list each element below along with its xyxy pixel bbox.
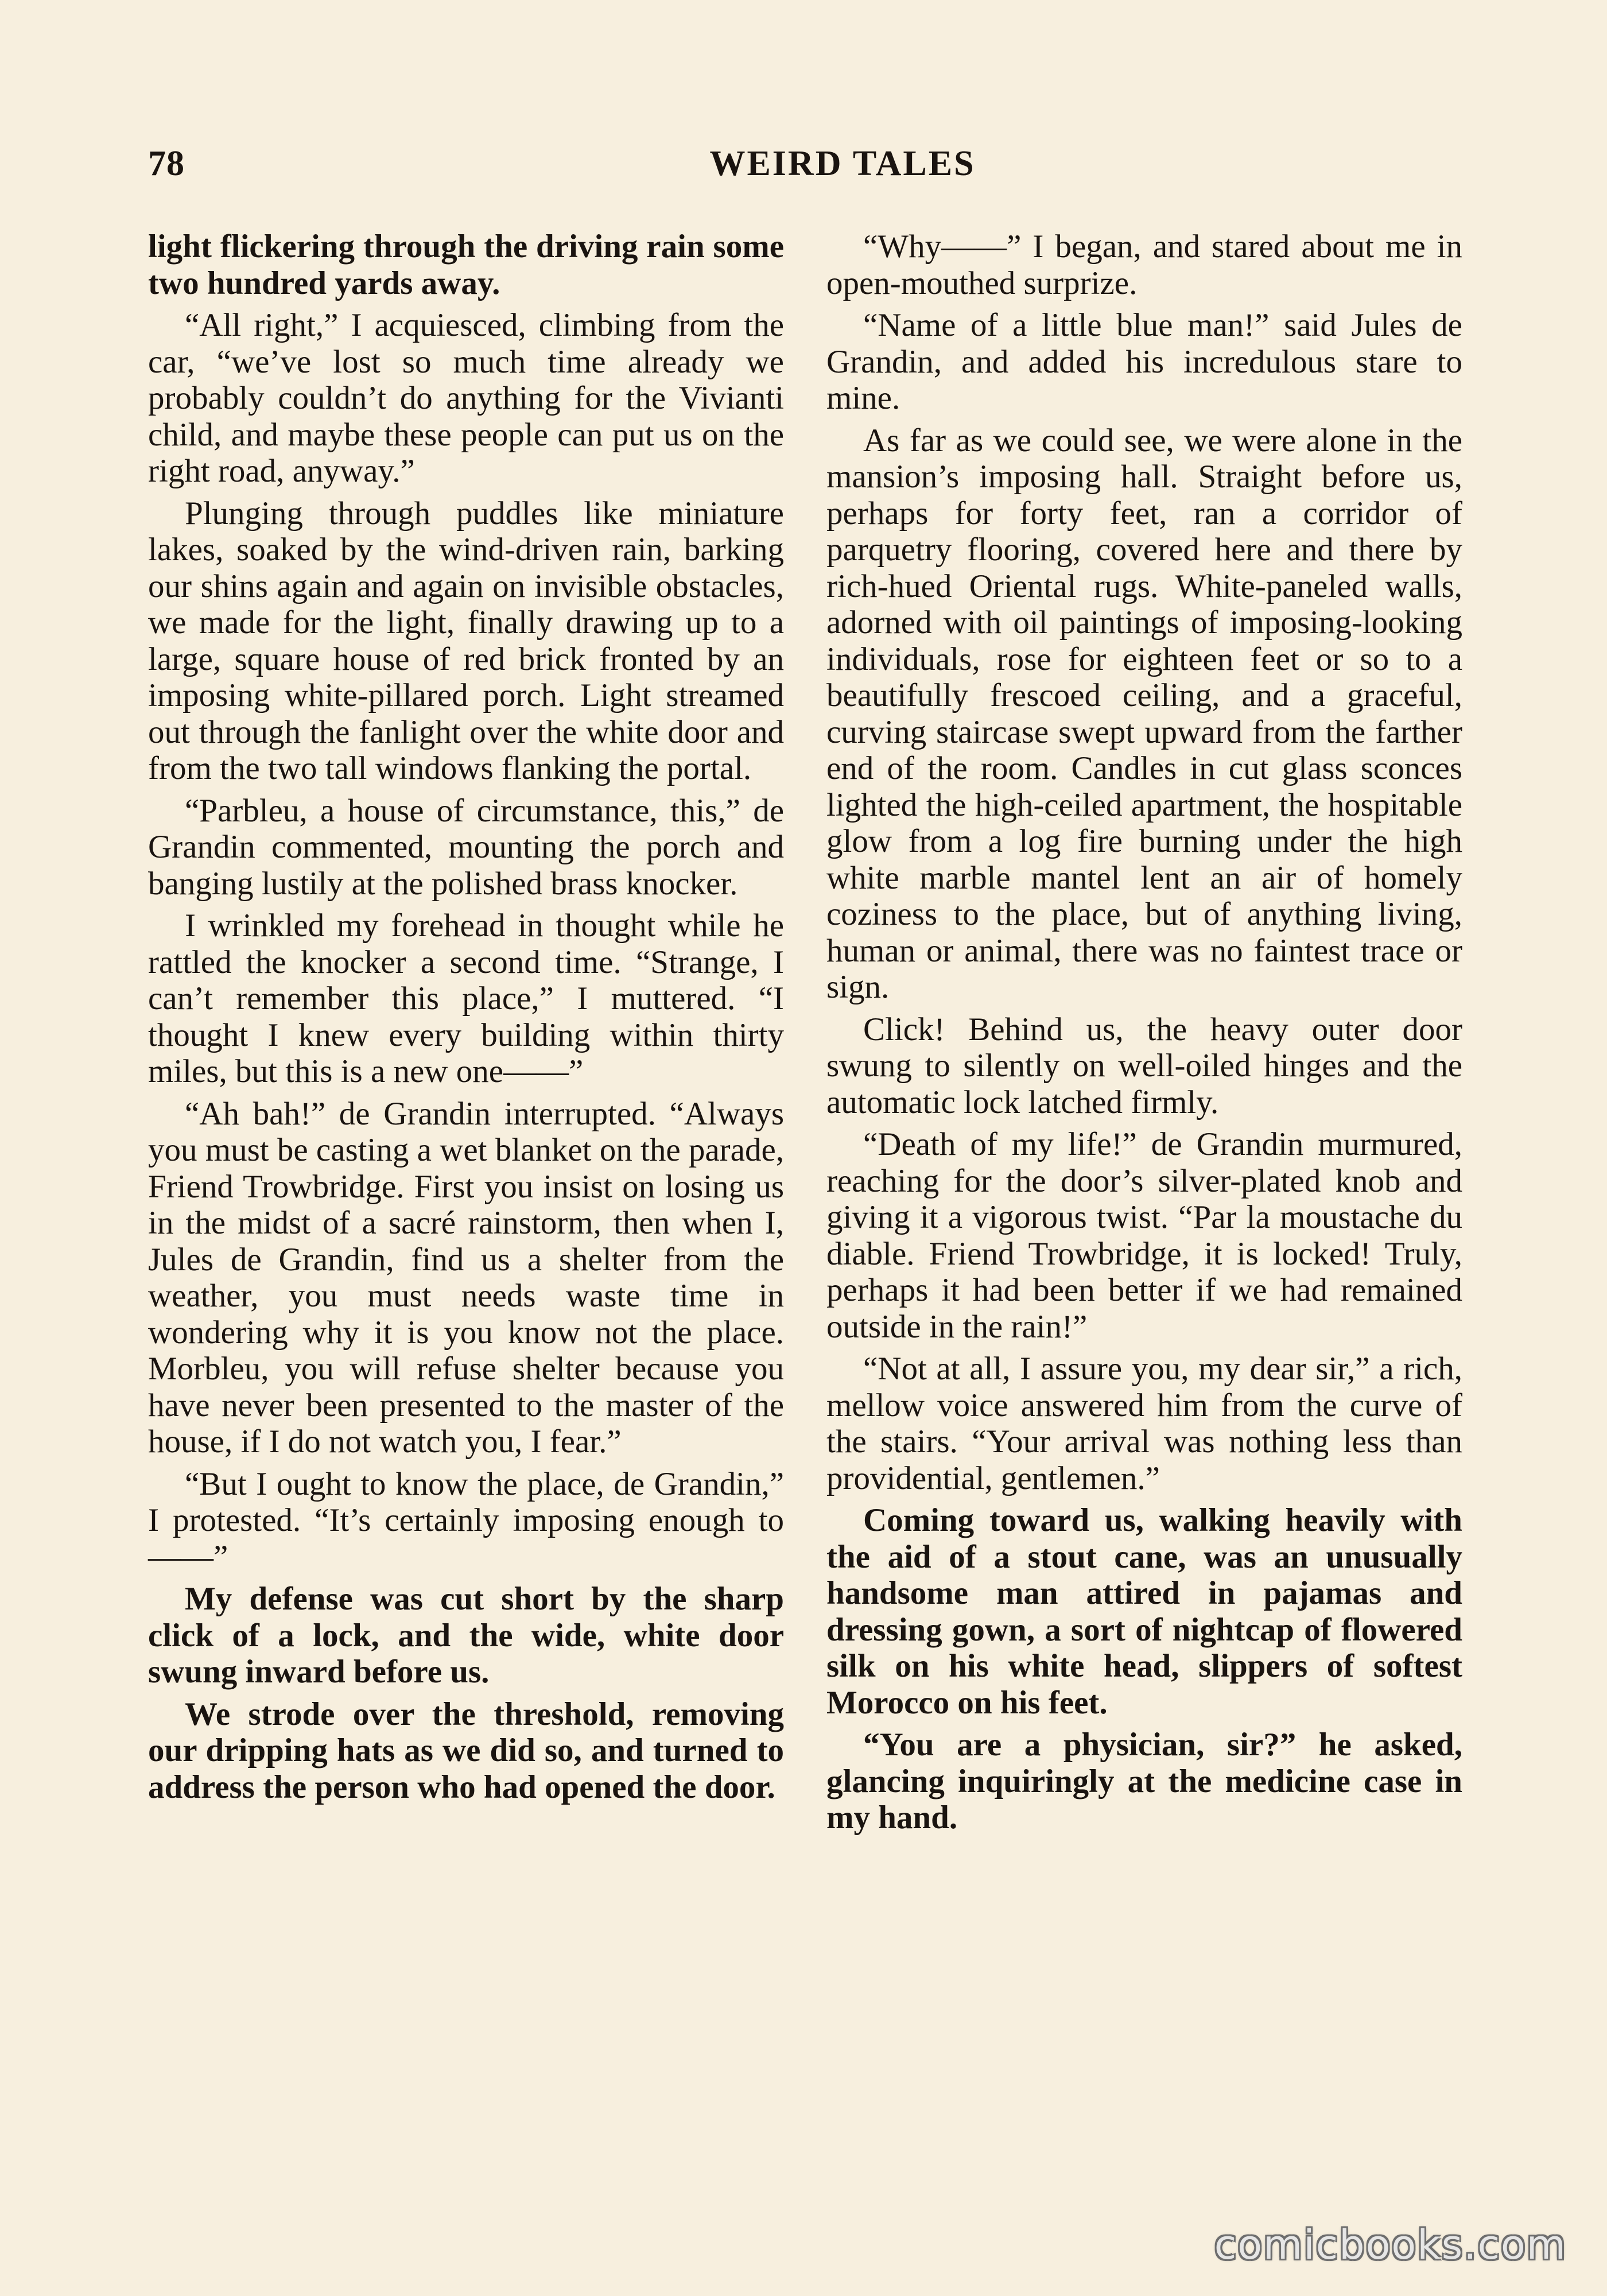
page-number: 78 [148,144,185,183]
paragraph: Click! Behind us, the heavy outer door swung to silently on well-oiled hinges and the automatic lock latched firmly. [826,1011,1462,1120]
paragraph: Plunging through puddles like miniature lakes, soaked by the wind-driven rain, barking our shins again and again on invisible obstacles, we made for the light, finally drawing up to a large, square house of red brick fronted by an imposing white-pillared porch. Light streamed out through the fanlight over the white door and from the two tall windows flanking the portal. [148,495,784,786]
paragraph: “But I ought to know the place, de Grandin,” I protested. “It’s certainly imposing enough to——” [148,1465,784,1575]
paragraph: Coming toward us, walking heavily with the aid of a stout cane, was an unusually handsome man attired in pajamas and dressing gown, a sort of nightcap of flowered silk on his white head, slippers of softest Morocco on his feet. [826,1502,1462,1721]
right-column [826,228,1462,1842]
watermark-logo: comicbooks.com [1214,2221,1567,2268]
page-header [148,144,1537,189]
paragraph: “Not at all, I assure you, my dear sir,” a rich, mellow voice answered him from the curve of the stairs. “Your arrival was nothing less than providential, gentlemen.” [826,1351,1462,1496]
paragraph: “You are a physician, sir?” he asked, glancing inquiringly at the medicine case in my hand. [826,1727,1462,1836]
paragraph: “Why——” I began, and stared about me in open-mouthed surprize. [826,228,1462,301]
paragraph: “Name of a little blue man!” said Jules de Grandin, and added his incredulous stare to mine. [826,307,1462,416]
running-title: WEIRD TALES [709,144,976,183]
paragraph: My defense was cut short by the sharp click of a lock, and the wide, white door swung inward before us. [148,1581,784,1690]
paragraph: “Ah bah!” de Grandin interrupted. “Always you must be casting a wet blanket on the parade, Friend Trowbridge. First you insist on losing us in the midst of a sacré rainstorm, then when I, Jules de Grandin, find us a shelter from the weather, you must needs waste time in wondering why it is you know not the place. Morbleu, you will refuse shelter because you have never been presented to the master of the house, if I do not watch you, I fear.” [148,1095,784,1460]
paragraph: As far as we could see, we were alone in the mansion’s imposing hall. Straight before us, perhaps for forty feet, ran a corridor of parquetry flooring, covered here and there by rich-hued Oriental rugs. White-paneled walls, adorned with oil paintings of imposing-looking individuals, rose for eighteen feet or so to a beautifully frescoed ceiling, and a graceful, curving staircase swept upward from the farther end of the room. Candles in cut glass sconces lighted the high-ceiled apartment, the hospitable glow from a log fire burning under the high white marble mantel lent an air of homely coziness to the place, but of anything living, human or animal, there was no faintest trace or sign. [826,422,1462,1005]
paragraph: “Death of my life!” de Grandin murmured, reaching for the door’s silver-plated knob and giving it a vigorous twist. “Par la moustache du diable. Friend Trowbridge, it is locked! Truly, perhaps it had been better if we had remained outside in the rain!” [826,1126,1462,1345]
paragraph: light flickering through the driving rain some two hundred yards away. [148,228,784,301]
left-column [148,228,784,1811]
paragraph: “Parbleu, a house of circumstance, this,” de Grandin commented, mounting the porch and banging lustily at the polished brass knocker. [148,792,784,902]
paragraph: I wrinkled my forehead in thought while he rattled the knocker a second time. “Strange, I can’t remember this place,” I muttered. “I thought I knew every building within thirty miles, but this is a new one——” [148,907,784,1089]
paragraph: We strode over the threshold, removing our dripping hats as we did so, and turned to address the person who had opened the door. [148,1696,784,1805]
paragraph: “All right,” I acquiesced, climbing from the car, “we’ve lost so much time already we probably couldn’t do anything for the Vivianti child, and maybe these people can put us on the right road, anyway.” [148,307,784,489]
